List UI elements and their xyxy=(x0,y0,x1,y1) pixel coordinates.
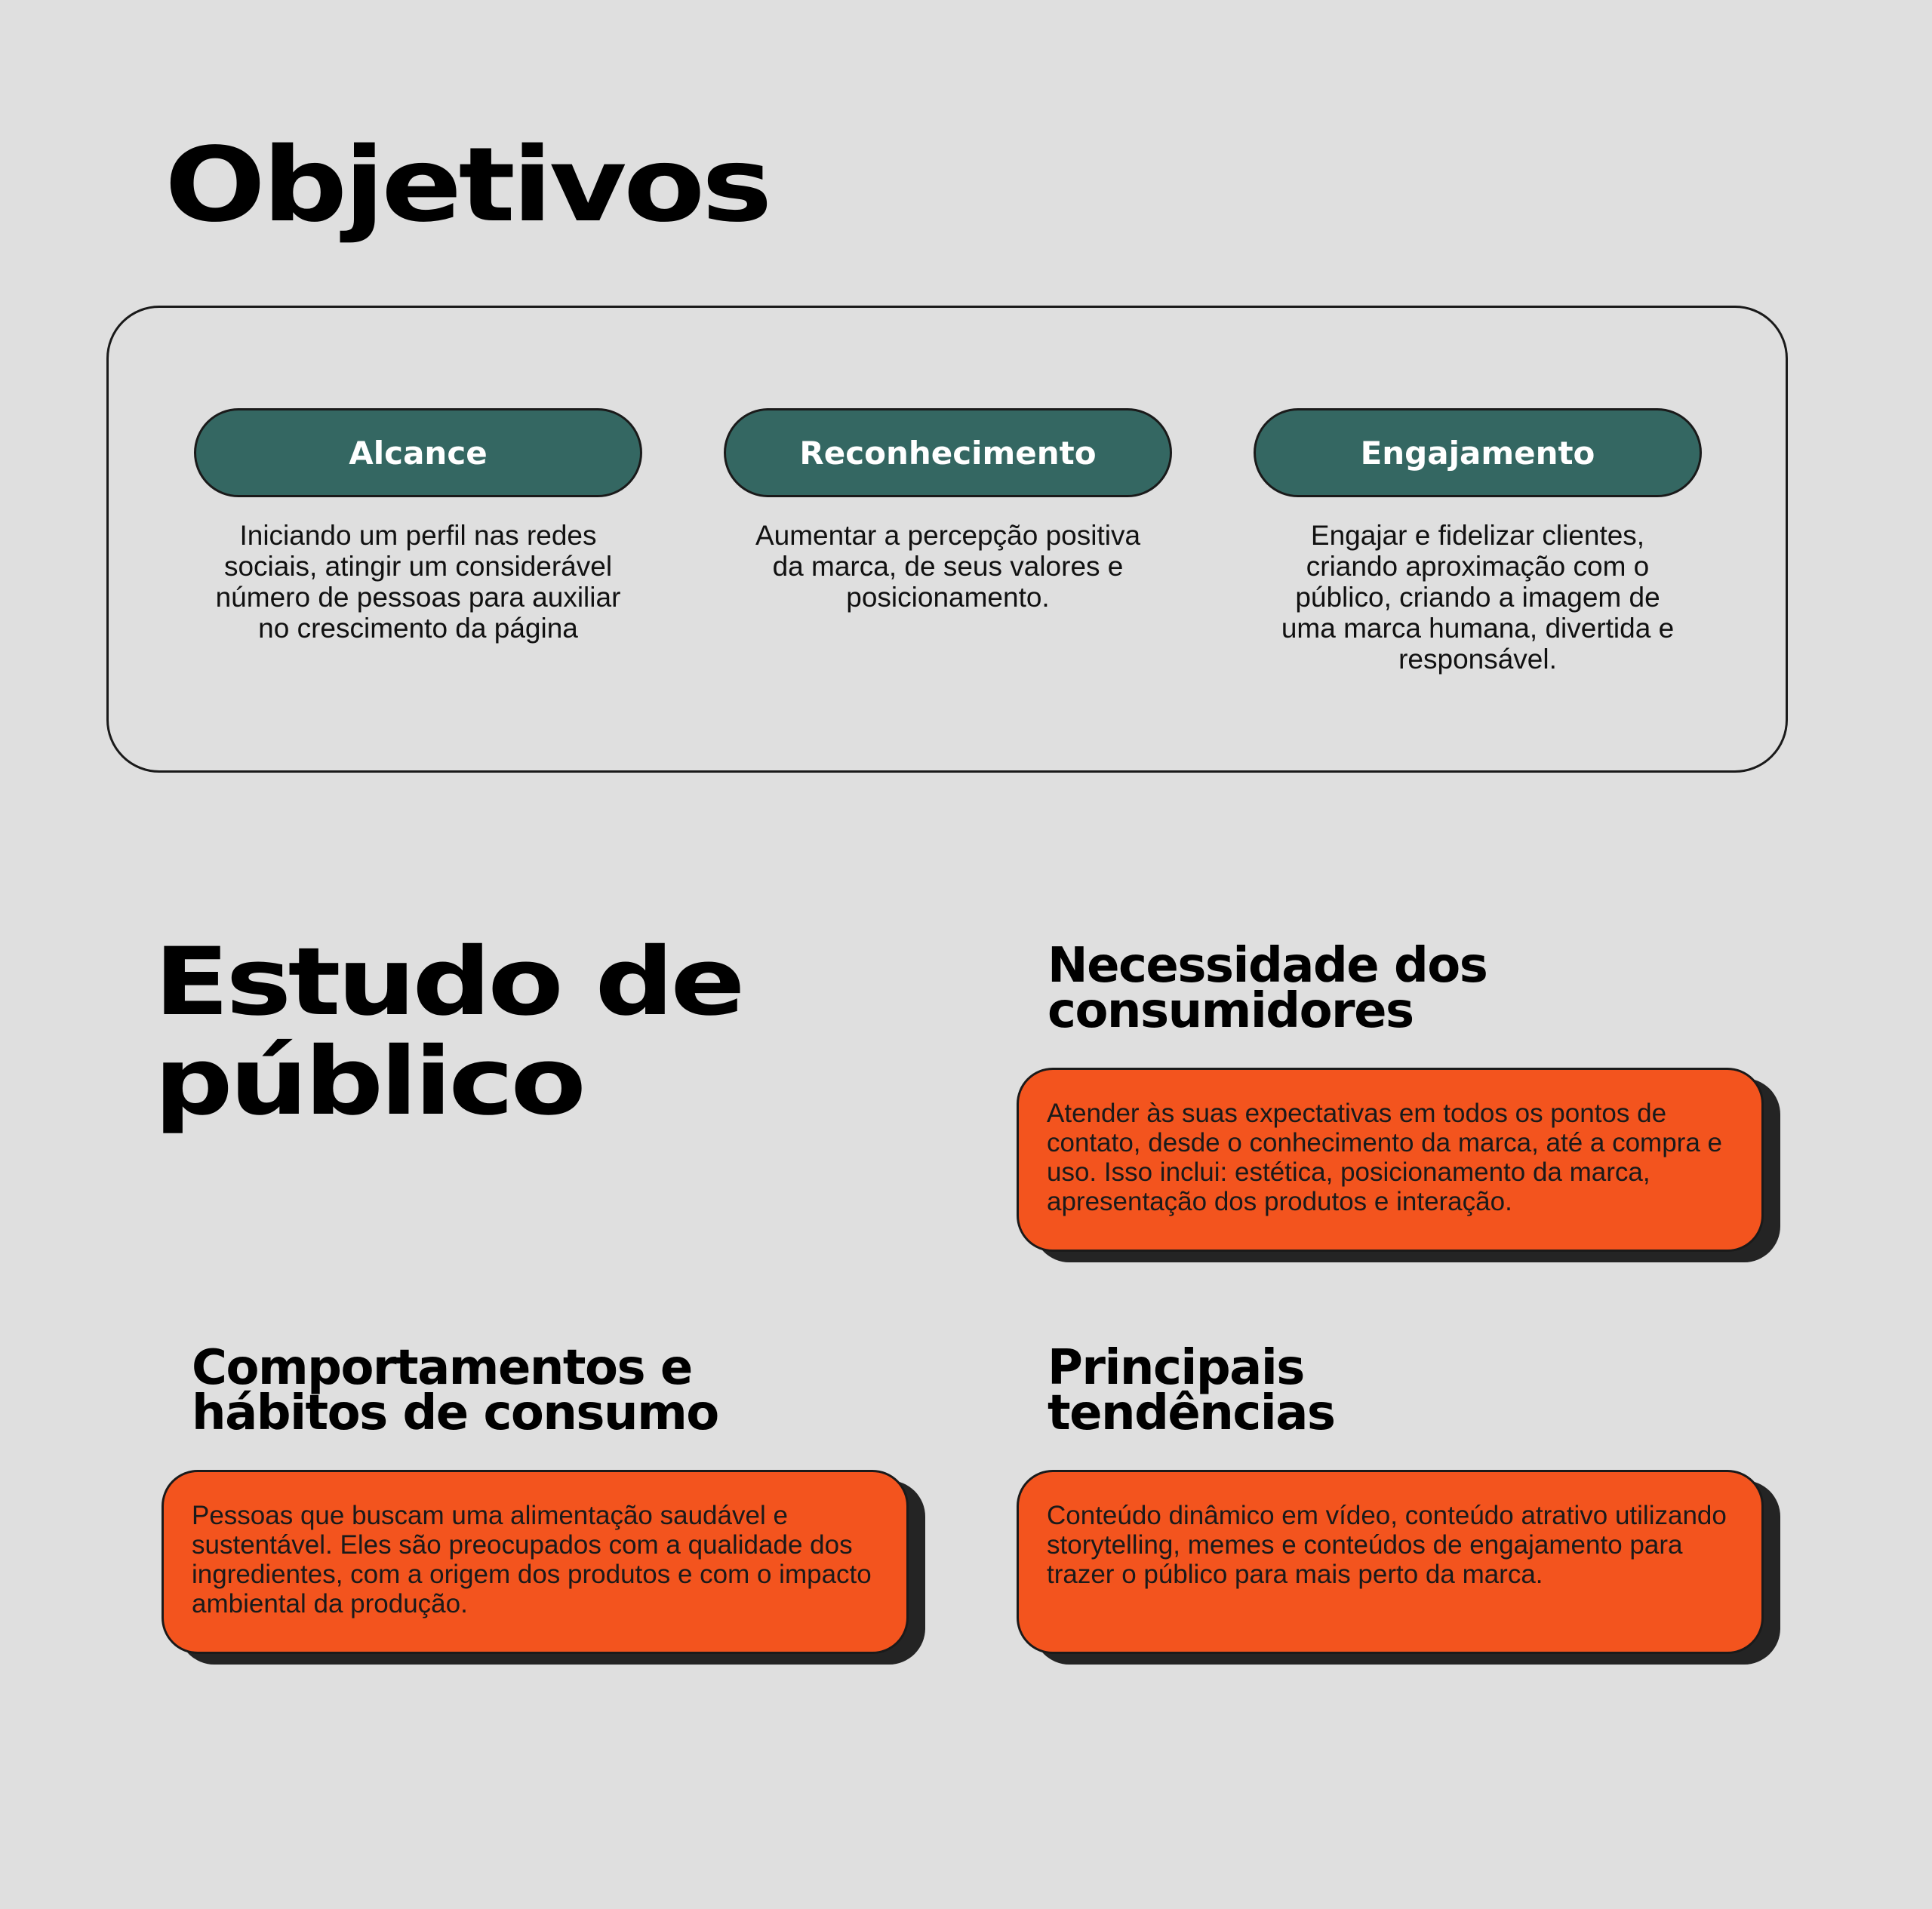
card-necessidade xyxy=(1017,1068,1779,1262)
objective-description: Engajar e fidelizar clientes, criando aproximação com o público, criando a imagem de uma marca humana, divertida e responsável. xyxy=(1281,520,1675,675)
card-text: Pessoas que buscam uma alimentação saudável e sustentável. Eles são preocupados com a qualidade dos ingredientes, com a origem dos produtos e com o impacto ambiental da produção. xyxy=(162,1470,909,1654)
section-title: Estudo de público xyxy=(154,928,742,1136)
objective-pill xyxy=(194,408,642,497)
objective-alcance xyxy=(194,408,642,644)
card-tendencias xyxy=(1017,1470,1779,1665)
objective-pill xyxy=(1254,408,1702,497)
heading-tendencias: Principais tendências xyxy=(1048,1340,1335,1441)
heading-necessidade: Necessidade dos consumidores xyxy=(1048,938,1487,1039)
card-text: Atender às suas expectativas em todos os pontos de contato, desde o conhecimento da marca, até a compra e uso. Isso inclui: estética, posicionamento da marca, apresentação dos produtos e interação. xyxy=(1017,1068,1764,1252)
objective-description: Aumentar a percepção positiva da marca, de seus valores e posicionamento. xyxy=(755,520,1141,613)
heading-comportamentos: Comportamentos e hábitos de consumo xyxy=(192,1340,718,1441)
objective-reconhecimento xyxy=(724,408,1172,613)
page-title: Objetivos xyxy=(165,126,769,245)
card-comportamentos xyxy=(162,1470,924,1665)
objective-label: Alcance xyxy=(349,434,488,472)
objective-description: Iniciando um perfil nas redes sociais, atingir um considerável número de pessoas para auxiliar no crescimento da página xyxy=(215,520,621,644)
objective-engajamento xyxy=(1254,408,1702,675)
objective-pill xyxy=(724,408,1172,497)
objective-label: Engajamento xyxy=(1360,434,1595,472)
objective-label: Reconhecimento xyxy=(799,434,1097,472)
objectives-panel xyxy=(106,306,1788,773)
card-text: Conteúdo dinâmico em vídeo, conteúdo atrativo utilizando storytelling, memes e conteúdos de engajamento para trazer o público para mais perto da marca. xyxy=(1017,1470,1764,1654)
